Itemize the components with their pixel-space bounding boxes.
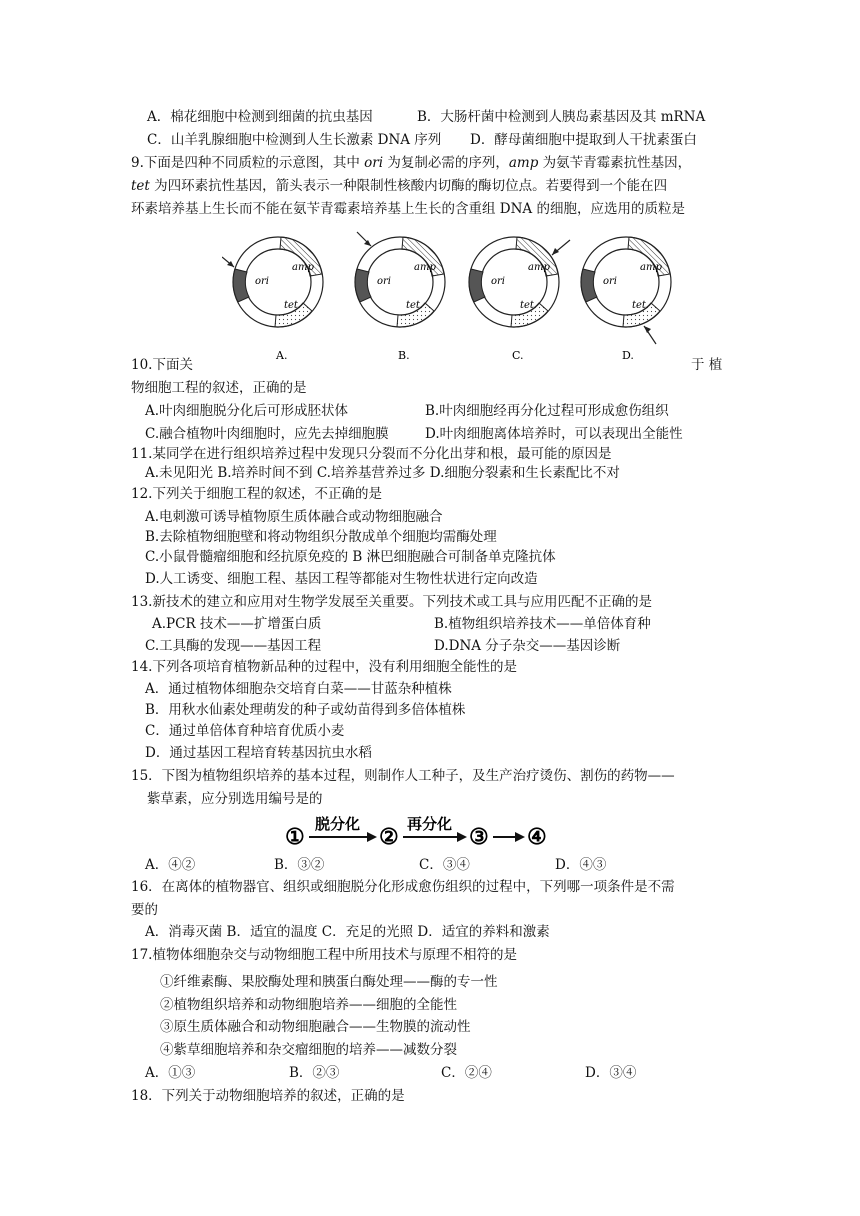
q18-stem: 18．下列关于动物细胞培养的叙述，正确的是	[131, 1088, 405, 1104]
q16-stem-line1: 16．在离体的植物器官、组织或细胞脱分化形成愈伤组织的过程中，下列哪一项条件是不需	[131, 879, 675, 895]
q13-option-d: D.DNA 分子杂交——基因诊断	[434, 638, 621, 654]
q15-option-b: B．③②	[274, 857, 325, 873]
tet-label: tet	[284, 300, 298, 311]
ori-label: ori	[377, 276, 391, 287]
caption-c: C.	[512, 349, 524, 362]
tet-label: tet	[406, 300, 420, 311]
ori-label: ori	[255, 276, 269, 287]
q15-stem-line1: 15．下图为植物组织培养的基本过程，则制作人工种子，及生产治疗烫伤、割伤的药物——	[131, 768, 675, 784]
q9-term-tet: tet	[131, 178, 150, 194]
q9-stem-line3: 环素培养基上生长而不能在氨苄青霉素培养基上生长的含重组 DNA 的细胞，应选用的质粒是	[131, 201, 685, 217]
q17-item-2: ②植物组织培养和动物细胞培养——细胞的全能性	[160, 997, 457, 1013]
q13-option-b: B.植物组织培养技术——单倍体育种	[434, 616, 651, 632]
stage-3: ③	[469, 824, 489, 850]
step-redifferentiation: 再分化	[407, 815, 453, 833]
q17-item-4: ④紫草细胞培养和杂交瘤细胞的培养——减数分裂	[160, 1042, 457, 1058]
amp-label: amp	[528, 262, 550, 273]
q11-stem: 11.某同学在进行组织培养过程中发现只分裂而不分化出芽和根，最可能的原因是	[131, 446, 612, 462]
q10-stem-line2: 物细胞工程的叙述，正确的是	[131, 380, 307, 396]
q9-term-amp: amp	[508, 155, 539, 171]
q17-item-3: ③原生质体融合和动物细胞融合——生物膜的流动性	[160, 1019, 471, 1035]
q9-text-3: 为氨苄青霉素抗性基因，	[538, 155, 692, 171]
q8-option-c: C．山羊乳腺细胞中检测到人生长激素 DNA 序列	[147, 132, 442, 148]
q13-option-a: A.PCR 技术——扩增蛋白质	[152, 616, 322, 632]
q14-option-d: D．通过基因工程培育转基因抗虫水稻	[145, 745, 372, 761]
q17-stem: 17.植物体细胞杂交与动物细胞工程中所用技术与原理不相符的是	[131, 947, 517, 963]
q17-option-d: D．③④	[585, 1065, 637, 1081]
q10-option-d: D.叶肉细胞离体培养时，可以表现出全能性	[425, 426, 683, 442]
q13-option-c: C.工具酶的发现——基因工程	[145, 638, 322, 654]
q9-term-ori: ori	[364, 155, 384, 171]
ori-label: ori	[603, 276, 617, 287]
q8-option-b: B．大肠杆菌中检测到人胰岛素基因及其 mRNA	[417, 109, 706, 125]
q9-stem-line2	[131, 176, 667, 196]
q8-option-a: A．棉花细胞中检测到细菌的抗虫基因	[147, 109, 373, 125]
amp-label: amp	[640, 262, 662, 273]
tet-label: tet	[632, 300, 646, 311]
caption-a: A.	[276, 349, 288, 362]
q10-option-b: B.叶肉细胞经再分化过程可形成愈伤组织	[425, 403, 669, 419]
q15-culture-flow-diagram	[283, 812, 553, 854]
caption-b: B.	[398, 349, 410, 362]
q14-stem: 14.下列各项培育植物新品种的过程中，没有利用细胞全能性的是	[131, 659, 517, 675]
q14-option-b: B．用秋水仙素处理萌发的种子或幼苗得到多倍体植株	[145, 702, 466, 718]
q9-text-1: 9.下面是四种不同质粒的示意图，其中	[131, 155, 365, 171]
q9-plasmid-figure	[222, 226, 682, 366]
q12-option-b: B.去除植物细胞壁和将动物组织分散成单个细胞均需酶处理	[145, 529, 497, 545]
q15-option-d: D．④③	[555, 857, 607, 873]
stage-1: ①	[285, 824, 305, 850]
q10-option-c: C.融合植物叶肉细胞时，应先去掉细胞膜	[145, 426, 389, 442]
plasmid-d	[581, 237, 671, 344]
q10-stem-start: 10.下面关	[131, 357, 193, 373]
q12-option-a: A.电刺激可诱导植物原生质体融合或动物细胞融合	[145, 509, 443, 525]
q12-stem: 12.下列关于细胞工程的叙述，不正确的是	[131, 486, 382, 502]
stage-2: ②	[379, 824, 399, 850]
q11-options: A.未见阳光 B.培养时间不到 C.培养基营养过多 D.细胞分裂素和生长素配比不对	[145, 465, 620, 481]
q17-option-c: C．②④	[441, 1065, 492, 1081]
stage-4: ④	[527, 824, 547, 850]
tet-label: tet	[520, 300, 534, 311]
q16-stem-line2: 要的	[131, 902, 158, 918]
caption-d: D.	[622, 349, 634, 362]
ori-label: ori	[491, 276, 505, 287]
q9-stem-line1	[131, 153, 691, 173]
q9-text-2: 为复制必需的序列，	[383, 155, 509, 171]
plasmid-c	[469, 237, 570, 327]
q14-option-a: A．通过植物体细胞杂交培育白菜——甘蓝杂种植株	[145, 681, 452, 697]
q16-options: A．消毒灭菌 B．适宜的温度 C．充足的光照 D．适宜的养料和激素	[145, 924, 550, 940]
plasmid-a	[222, 237, 323, 327]
step-dedifferentiation: 脱分化	[315, 815, 361, 833]
q14-option-c: C．通过单倍体育种培育优质小麦	[145, 723, 345, 739]
q13-stem: 13.新技术的建立和应用对生物学发展至关重要。下列技术或工具与应用匹配不正确的是	[131, 594, 652, 610]
q15-option-c: C．③④	[419, 857, 470, 873]
amp-label: amp	[292, 262, 314, 273]
q17-option-a: A．①③	[145, 1065, 196, 1081]
plasmid-b	[355, 232, 445, 327]
q9-text-4: 为四环素抗性基因，箭头表示一种限制性核酸内切酶的酶切位点。若要得到一个能在四	[149, 178, 668, 194]
q8-option-d: D．酵母菌细胞中提取到人干扰素蛋白	[470, 132, 697, 148]
amp-label: amp	[414, 262, 436, 273]
q12-option-c: C.小鼠骨髓瘤细胞和经抗原免疫的 B 淋巴细胞融合可制备单克隆抗体	[145, 549, 556, 565]
q17-option-b: B．②③	[289, 1065, 340, 1081]
q15-option-a: A．④②	[145, 857, 196, 873]
q10-stem-end: 于 植	[691, 357, 723, 373]
q17-item-1: ①纤维素酶、果胶酶处理和胰蛋白酶处理——酶的专一性	[160, 974, 498, 990]
q15-stem-line2: 紫草素，应分别选用编号是的	[147, 791, 323, 807]
q12-option-d: D.人工诱变、细胞工程、基因工程等都能对生物性状进行定向改造	[145, 571, 538, 587]
q10-option-a: A.叶肉细胞脱分化后可形成胚状体	[145, 403, 349, 419]
